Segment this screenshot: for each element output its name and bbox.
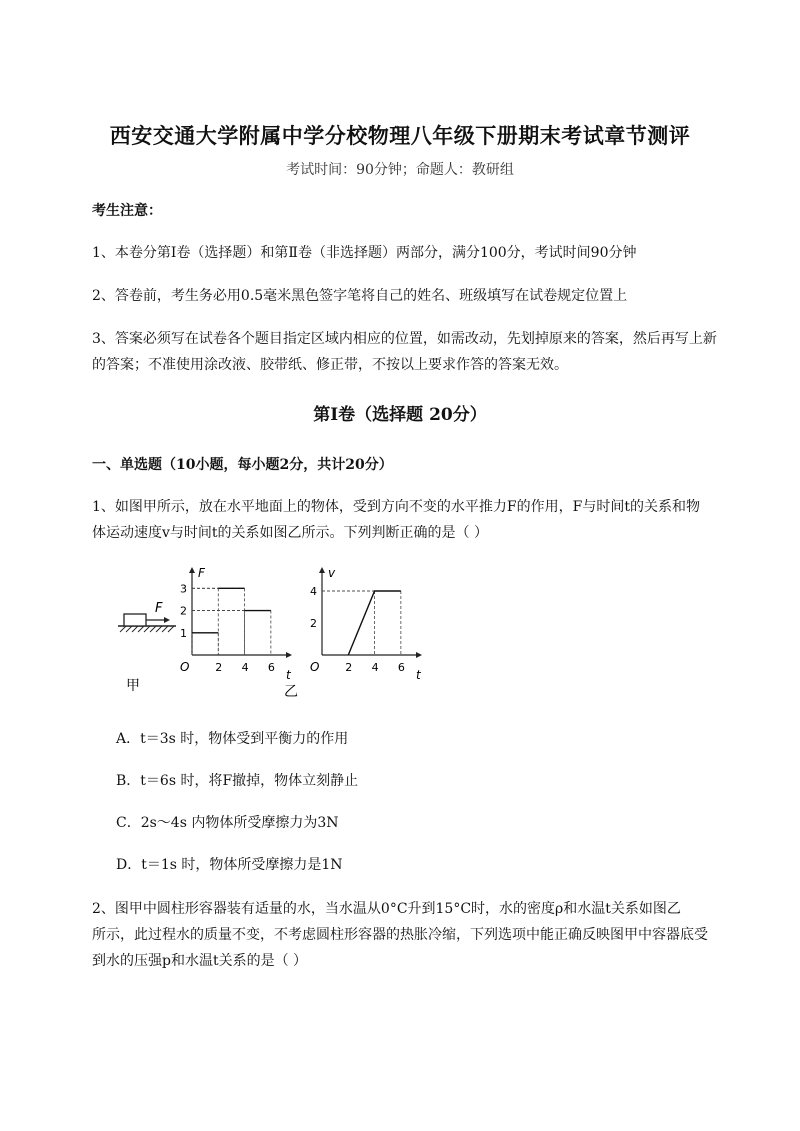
- option-d[interactable]: D．t＝1s 时，物体所受摩擦力是1N: [116, 857, 343, 873]
- exam-title: 西安交通大学附属中学分校物理八年级下册期末考试章节测评: [109, 123, 691, 148]
- f-x-tick-label: 2: [215, 661, 223, 674]
- v-x-tick-label: 2: [345, 661, 353, 674]
- figure-label-jia: 甲: [126, 678, 140, 694]
- chart-force-time: [180, 566, 292, 682]
- f-x-tick-label: 4: [241, 661, 249, 674]
- option-c[interactable]: C．2s～4s 内物体所受摩擦力为3N: [116, 815, 339, 831]
- force-arrow-head: [164, 617, 170, 623]
- option-a[interactable]: A．t＝3s 时，物体受到平衡力的作用: [116, 731, 349, 747]
- f-y-label: F: [198, 566, 205, 580]
- v-y-label: v: [328, 566, 336, 580]
- f-origin-label: O: [180, 660, 190, 674]
- v-y-axis-arrow: [319, 567, 325, 573]
- f-x-label: t: [286, 668, 291, 682]
- option-b[interactable]: B．t＝6s 时，将F撤掉，物体立刻静止: [116, 773, 359, 789]
- chart-velocity-time: [310, 566, 422, 682]
- figure-label-yi: 乙: [284, 684, 298, 700]
- v-y-tick-label: 2: [310, 617, 317, 630]
- notice-heading: 考生注意：: [92, 203, 162, 219]
- ground-hatching: [120, 626, 174, 632]
- question-1-figure: [112, 565, 422, 705]
- v-x-tick-label: 4: [371, 661, 379, 674]
- notice-item: 3、答案必须写在试卷各个题目指定区域内相应的位置，如需改动，先划掉原来的答案，然后再写上新: [92, 331, 717, 347]
- f-x-tick-label: 6: [267, 661, 275, 674]
- v-x-tick-label: 6: [397, 661, 405, 674]
- question-1-text: 1、如图甲所示，放在水平地面上的物体，受到方向不变的水平推力F的作用，F与时间t的关系和物: [92, 499, 700, 515]
- question-2-text: 2、图甲中圆柱形容器装有适量的水，当水温从0°C升到15°C时，水的密度ρ和水温t关系如图乙: [92, 901, 681, 917]
- force-label: F: [155, 601, 163, 616]
- notice-item: 2、答卷前，考生务必用0.5毫米黑色签字笔将自己的姓名、班级填写在试卷规定位置上: [92, 288, 628, 304]
- question-1-text: 体运动速度v与时间t的关系如图乙所示。下列判断正确的是（ ）: [92, 525, 488, 541]
- f-y-tick-label: 2: [180, 604, 187, 618]
- notice-item: 的答案；不准使用涂改液、胶带纸、修正带，不按以上要求作答的答案无效。: [92, 357, 568, 373]
- v-x-label: t: [416, 668, 421, 682]
- notice-item: 1、本卷分第Ⅰ卷（选择题）和第Ⅱ卷（非选择题）两部分，满分100分，考试时间90分钟: [92, 245, 637, 261]
- v-origin-label: O: [310, 660, 320, 674]
- f-y-tick-label: 3: [180, 582, 187, 596]
- question-2-text: 所示，此过程水的质量不变，不考虑圆柱形容器的热胀冷缩，下列选项中能正确反映图甲中容器底受: [92, 927, 708, 943]
- f-x-axis-arrow: [286, 652, 292, 658]
- block: [124, 614, 146, 626]
- v-y-tick-label: 4: [310, 585, 317, 598]
- figure-jia-diagram: [118, 601, 176, 694]
- v-x-axis-arrow: [416, 652, 422, 658]
- exam-subtitle: 考试时间：90分钟；命题人：教研组: [286, 162, 514, 178]
- question-2-text: 到水的压强p和水温t关系的是（ ）: [92, 953, 308, 969]
- f-y-tick-label: 1: [180, 626, 187, 640]
- part-heading: 一、单选题（10小题，每小题2分，共计20分）: [92, 457, 393, 473]
- section-title: 第Ⅰ卷（选择题 20分）: [313, 405, 487, 425]
- f-y-axis-arrow: [189, 567, 195, 573]
